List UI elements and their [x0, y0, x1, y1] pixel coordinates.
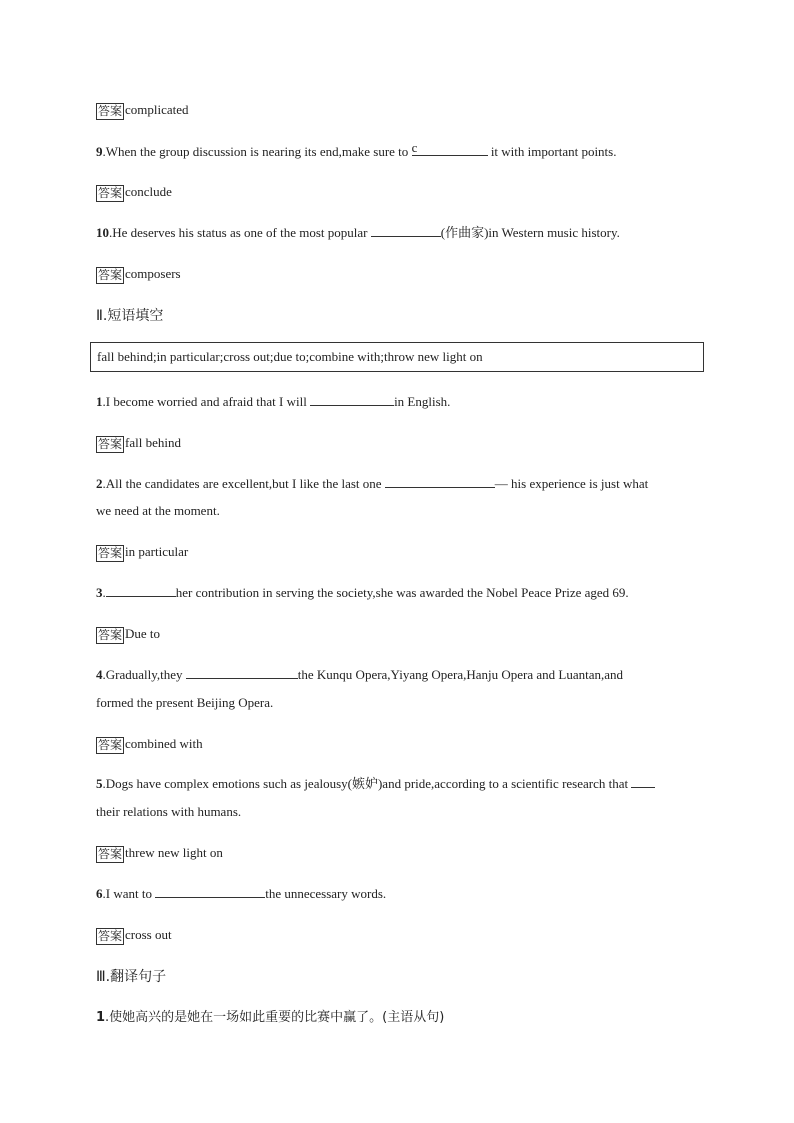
answer-blank[interactable]: [186, 666, 298, 679]
answer-6: [96, 926, 172, 945]
question-text: .All the candidates are excellent,but I like the last one: [102, 476, 385, 491]
answer-blank[interactable]: [371, 224, 441, 237]
section-title: Ⅱ.短语填空: [96, 308, 164, 324]
question-text: the Kunqu Opera,Yiyang Opera,Hanju Opera and Luantan,and: [297, 667, 624, 682]
answer-10: [96, 265, 181, 284]
answer-label: 答案: [98, 267, 123, 282]
question-text: .: [102, 585, 106, 600]
question-text: it with important points.: [487, 144, 617, 159]
question-6: [96, 885, 386, 903]
answer-label: 答案: [98, 545, 123, 560]
question-text: the unnecessary words.: [265, 886, 387, 901]
word-bank: fall behind;in particular;cross out;due to;combine with;throw new light on: [90, 342, 704, 372]
answer-label: 答案: [98, 928, 123, 943]
answer-text: cross out: [125, 927, 172, 942]
answer-blank[interactable]: [631, 775, 655, 788]
question-number: 6: [96, 886, 103, 901]
answer-label: 答案: [98, 737, 123, 752]
question-number: 1: [96, 394, 103, 409]
answer-5: [96, 844, 223, 863]
question-text: .使她高兴的是她在一场如此重要的比赛中赢了。(主语从句): [105, 1010, 445, 1025]
question-text: .When the group discussion is nearing its end,make sure to: [102, 144, 412, 159]
answer-label: 答案: [98, 103, 123, 118]
translation-question-1: [96, 1009, 444, 1027]
answer-blank[interactable]: [155, 885, 265, 898]
question-text: .I become worried and afraid that I will: [102, 394, 311, 409]
question-text: .Gradually,they: [102, 667, 186, 682]
answer-text: composers: [125, 266, 181, 281]
answer-blank[interactable]: [385, 475, 495, 488]
question-text: .He deserves his status as one of the most popular: [109, 225, 371, 240]
question-9: [96, 140, 617, 161]
question-text: her contribution in serving the society,she was awarded the Nobel Peace Prize aged 69.: [175, 585, 629, 600]
question-text: in English.: [394, 394, 451, 409]
answer-label: 答案: [98, 627, 123, 642]
question-3: [96, 584, 629, 602]
answer-blank[interactable]: [310, 393, 394, 406]
answer-9: [96, 183, 172, 202]
question-number: 4: [96, 667, 103, 682]
question-5-line2: their relations with humans.: [96, 804, 242, 819]
section-title: Ⅲ.翻译句子: [96, 969, 167, 985]
question-text: .Dogs have complex emotions such as jealousy(嫉妒)and pride,according to a scientific research that: [102, 776, 632, 791]
answer-3: [96, 625, 160, 644]
question-text: .I want to: [102, 886, 156, 901]
question-number: 2: [96, 476, 103, 491]
answer-text: combined with: [125, 736, 203, 751]
question-number: 9: [96, 144, 103, 159]
answer-blank[interactable]: [411, 140, 488, 156]
question-2-line2: we need at the moment.: [96, 503, 220, 518]
blank-hint: c: [411, 140, 418, 155]
answer-text: fall behind: [125, 435, 181, 450]
question-2: [96, 475, 648, 493]
answer-4: [96, 735, 203, 754]
question-4: [96, 666, 623, 684]
question-number: 10: [96, 225, 109, 240]
answer-1: [96, 434, 181, 453]
question-number: 5: [96, 776, 103, 791]
question-1: [96, 393, 450, 411]
answer-text: complicated: [125, 102, 189, 117]
question-5: [96, 775, 655, 793]
question-10: [96, 224, 620, 242]
question-number: 3: [96, 585, 103, 600]
answer-text: Due to: [125, 626, 161, 641]
answer-8: [96, 101, 189, 120]
question-number: 1: [96, 1010, 106, 1025]
question-text: — his experience is just what: [494, 476, 649, 491]
question-text: (作曲家)in Western music history.: [440, 225, 620, 240]
answer-text: threw new light on: [125, 845, 223, 860]
answer-2: [96, 543, 188, 562]
answer-text: in particular: [125, 544, 189, 559]
question-4-line2: formed the present Beijing Opera.: [96, 695, 274, 710]
answer-blank[interactable]: [106, 584, 176, 597]
answer-label: 答案: [98, 846, 123, 861]
answer-label: 答案: [98, 436, 123, 451]
answer-text: conclude: [125, 184, 172, 199]
answer-label: 答案: [98, 185, 123, 200]
